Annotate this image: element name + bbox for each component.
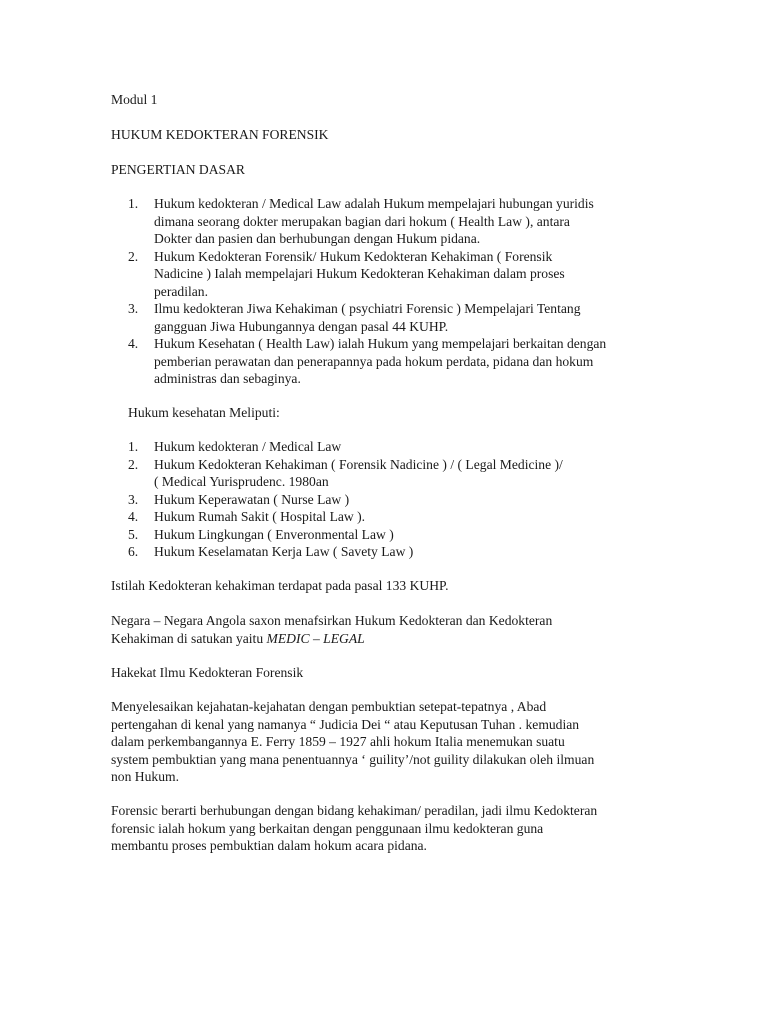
- item-line: Hukum Kedokteran Kehakiman ( Forensik Nadicine ) / ( Legal Medicine )/: [154, 456, 563, 472]
- definition-item: [128, 195, 606, 248]
- definitions-list: [128, 195, 606, 388]
- paragraph-line: membantu proses pembuktian dalam hokum acara pidana.: [111, 838, 427, 853]
- health-law-item: [128, 543, 563, 561]
- medic-legal-term: MEDIC – LEGAL: [266, 630, 365, 646]
- item-line: Nadicine ) Ialah mempelajari Hukum Kedokteran Kehakiman dalam proses: [154, 266, 565, 281]
- item-line: Hukum kedokteran / Medical Law adalah Hukum mempelajari hubungan yuridis: [154, 196, 594, 211]
- definition-item: [128, 248, 606, 301]
- item-number: 2.: [128, 456, 139, 472]
- paragraph-line: Menyelesaikan kejahatan-kejahatan dengan pembuktian setepat-tepatnya , Abad: [111, 699, 547, 714]
- item-line: Hukum Keselamatan Kerja Law ( Savety Law ): [154, 544, 414, 559]
- item-line: pemberian perawatan dan penerapannya pada hokum perdata, pidana dan hokum: [154, 353, 594, 369]
- paragraph-negara: [111, 612, 671, 647]
- health-law-item: [128, 526, 563, 544]
- item-number: 3.: [128, 491, 139, 507]
- item-line: Hukum Keperawatan ( Nurse Law ): [154, 491, 350, 507]
- item-line: dimana seorang dokter merupakan bagian dari hokum ( Health Law ), antara: [154, 213, 570, 229]
- definition-item: [128, 335, 606, 388]
- paragraph-menyelesaikan: [111, 698, 671, 786]
- item-line: Hukum Kesehatan ( Health Law) ialah Hukum yang mempelajari berkaitan dengan: [154, 336, 607, 351]
- health-law-item: [128, 438, 563, 456]
- paragraph-line: pertengahan di kenal yang namanya “ Judicia Dei “ atau Keputusan Tuhan . kemudian: [111, 716, 580, 732]
- item-line: administras dan sebaginya.: [154, 371, 301, 386]
- health-law-heading: Hukum kesehatan Meliputi:: [128, 405, 280, 420]
- health-law-item: [128, 491, 563, 509]
- paragraph-line: Forensic berarti berhubungan dengan bidang kehakiman/ peradilan, jadi ilmu Kedokteran: [111, 803, 598, 818]
- item-line: Dokter dan pasien dan berhubungan dengan Hukum pidana.: [154, 231, 481, 246]
- document-title: HUKUM KEDOKTERAN FORENSIK: [111, 127, 329, 142]
- paragraph-line: forensic ialah hokum yang berkaitan dengan penggunaan ilmu kedokteran guna: [111, 820, 544, 836]
- item-line: gangguan Jiwa Hubungannya dengan pasal 44 KUHP.: [154, 318, 449, 334]
- item-line: ( Medical Yurisprudenc. 1980an: [154, 474, 329, 489]
- item-number: 3.: [128, 301, 139, 316]
- paragraph-line: Negara – Negara Angola saxon menafsirkan Hukum Kedokteran dan Kedokteran: [111, 613, 553, 628]
- item-number: 1.: [128, 439, 139, 454]
- item-line: peradilan.: [154, 283, 208, 299]
- item-number: 1.: [128, 196, 139, 211]
- paragraph-line: [111, 630, 671, 648]
- paragraph-line: dalam perkembangannya E. Ferry 1859 – 1927 ahli hokum Italia menemukan suatu: [111, 734, 565, 749]
- item-line: Ilmu kedokteran Jiwa Kehakiman ( psychiatri Forensic ) Mempelajari Tentang: [154, 301, 581, 316]
- item-number: 4.: [128, 509, 139, 524]
- health-law-list: [128, 438, 563, 561]
- item-line: Hukum Lingkungan ( Enveronmental Law ): [154, 526, 394, 542]
- definition-item: [128, 300, 606, 335]
- paragraph-text: Kehakiman di satukan yaitu: [111, 630, 267, 646]
- paragraph-forensic: [111, 802, 671, 855]
- section-heading: PENGERTIAN DASAR: [111, 162, 245, 177]
- paragraph-istilah: Istilah Kedokteran kehakiman terdapat pada pasal 133 KUHP.: [111, 578, 449, 593]
- item-line: Hukum Kedokteran Forensik/ Hukum Kedokteran Kehakiman ( Forensik: [154, 248, 553, 264]
- paragraph-line: non Hukum.: [111, 769, 179, 784]
- paragraph-line: system pembuktian yang mana penentuannya ‘ guility’/not guility dilakukan oleh ilmuan: [111, 751, 595, 767]
- item-line: Hukum Rumah Sakit ( Hospital Law ).: [154, 509, 366, 524]
- health-law-item: [128, 508, 563, 526]
- item-number: 2.: [128, 248, 139, 264]
- module-label: Modul 1: [111, 92, 158, 107]
- health-law-item: [128, 456, 563, 491]
- item-line: Hukum kedokteran / Medical Law: [154, 439, 342, 454]
- hakekat-heading: Hakekat Ilmu Kedokteran Forensik: [111, 665, 304, 680]
- item-number: 5.: [128, 526, 139, 542]
- item-number: 6.: [128, 544, 139, 559]
- item-number: 4.: [128, 336, 139, 351]
